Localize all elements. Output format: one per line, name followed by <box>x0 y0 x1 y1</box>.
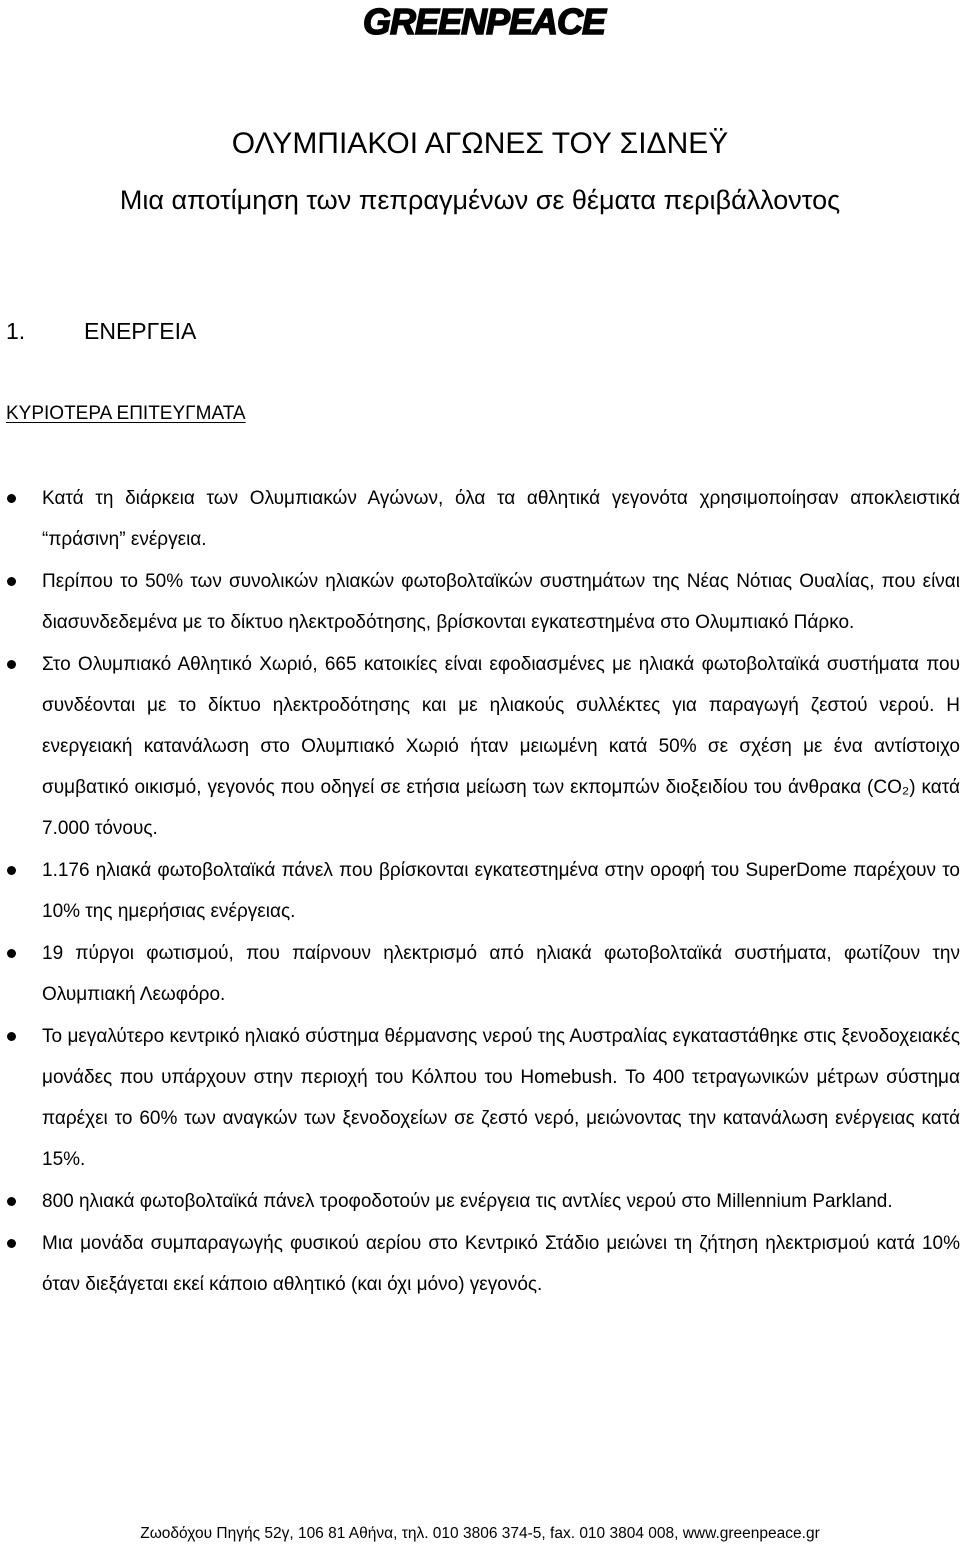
bullet-icon <box>7 577 16 586</box>
page-title: ΟΛΥΜΠΙΑΚΟΙ ΑΓΩΝΕΣ ΤΟΥ ΣΙΔΝΕΫ <box>231 127 729 160</box>
section-heading <box>6 315 196 347</box>
section-number: 1. <box>6 318 26 344</box>
bullet-icon <box>7 866 16 875</box>
list-item-text: Το μεγαλύτερο κεντρικό ηλιακό σύστημα θέρμανσης νερού της Αυστραλίας εγκαταστάθηκε στις ξενοδοχειακές μονάδες που υπάρχουν στην περιοχή του Κόλπου του Homebush. Το 400 τετραγωνικών μέτρων σύστημα παρέχει το 60% των αναγκών των ξενοδοχείων σε ζεστό νερό, μειώνοντας την κατανάλωση ενέργειας κατά 15%. <box>42 1026 960 1170</box>
greenpeace-logo-icon <box>360 0 608 48</box>
subheading: ΚΥΡΙΟΤΕΡΑ ΕΠΙΤΕΥΓΜΑΤΑ <box>6 403 246 424</box>
list-item-text: Κατά τη διάρκεια των Ολυμπιακών Αγώνων, όλα τα αθλητικά γεγονότα χρησιμοποίησαν αποκλειστικά “πράσινη” ενέργεια. <box>42 488 960 550</box>
bullet-icon <box>7 1032 16 1041</box>
list-item <box>0 1181 960 1222</box>
list-item <box>0 850 960 932</box>
list-item <box>0 1016 960 1180</box>
svg-text:GREENPEACE: GREENPEACE <box>362 1 606 42</box>
list-item <box>0 1223 960 1305</box>
list-item-text: 1.176 ηλιακά φωτοβολταϊκά πάνελ που βρίσκονται εγκατεστημένα στην οροφή του SuperDome παρέχουν το 10% της ημερήσιας ενέργειας. <box>42 860 960 922</box>
list-item <box>0 933 960 1015</box>
page-subtitle: Μια αποτίμηση των πεπραγμένων σε θέματα περιβάλλοντος <box>119 185 841 215</box>
list-item <box>0 644 960 849</box>
list-item-text: Στο Ολυμπιακό Αθλητικό Χωριό, 665 κατοικίες είναι εφοδιασμένες με ηλιακά φωτοβολταϊκά συστήματα που συνδέονται με το δίκτυο ηλεκτροδότησης και με ηλιακούς συλλέκτες για παραγωγή ζεστού νερού. Η ενεργειακή κατανάλωση στο Ολυμπιακό Χωριό ήταν μειωμένη κατά 50% σε σχέση με ένα αντίστοιχο συμβατικό οικισμό, γεγονός που οδηγεί σε ετήσια μείωση των εκπομπών διοξειδίου του άνθρακα (CO₂) κατά 7.000 τόνους. <box>42 654 960 839</box>
list-item-text: Μια μονάδα συμπαραγωγής φυσικού αερίου στο Κεντρικό Στάδιο μειώνει τη ζήτηση ηλεκτρισμού κατά 10% όταν διεξάγεται εκεί κάποιο αθλητικό (και όχι μόνο) γεγονός. <box>42 1233 960 1295</box>
bullet-icon <box>7 1197 16 1206</box>
list-item <box>0 478 960 560</box>
bullet-icon <box>7 660 16 669</box>
achievements-list <box>0 478 960 1306</box>
greenpeace-logo <box>360 0 608 48</box>
list-item-text: Περίπου το 50% των συνολικών ηλιακών φωτοβολταϊκών συστημάτων της Νέας Νότιας Ουαλίας, που είναι διασυνδεδεμένα με το δίκτυο ηλεκτροδότησης, βρίσκονται εγκατεστημένα στο Ολυμπιακό Πάρκο. <box>42 571 960 633</box>
list-item-text: 19 πύργοι φωτισμού, που παίρνουν ηλεκτρισμό από ηλιακά φωτοβολταϊκά συστήματα, φωτίζουν την Ολυμπιακή Λεωφόρο. <box>42 943 960 1005</box>
list-item <box>0 561 960 643</box>
bullet-icon <box>7 494 16 503</box>
section-label: ΕΝΕΡΓΕΙΑ <box>84 318 197 344</box>
list-item-text: 800 ηλιακά φωτοβολταϊκά πάνελ τροφοδοτούν με ενέργεια τις αντλίες νερού στο Millennium Parkland. <box>42 1191 893 1212</box>
bullet-icon <box>7 1239 16 1248</box>
bullet-icon <box>7 949 16 958</box>
footer-contact: Ζωοδόχου Πηγής 52γ, 106 81 Αθήνα, τηλ. 010 3806 374-5, fax. 010 3804 008, www.greenpeace.gr <box>140 1525 820 1542</box>
